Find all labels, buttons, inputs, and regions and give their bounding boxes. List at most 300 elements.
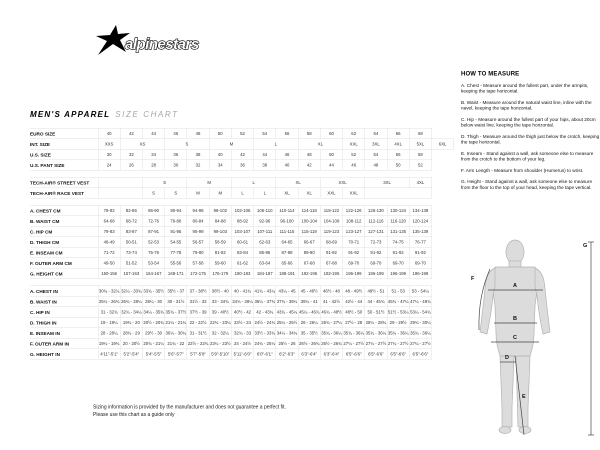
table-cell: 4XL: [409, 177, 431, 188]
table-cell: 52: [231, 128, 253, 139]
table-cell: 26½ - 26¾: [298, 338, 320, 349]
table-cell: 32¼ - 33¾: [120, 286, 142, 297]
table-cell: 29 - 29½: [387, 317, 409, 328]
table-cell: 70-71: [343, 237, 365, 248]
table-cell: 35½ - 37: [165, 286, 187, 297]
table-row: [30, 338, 454, 349]
table-cell: 180-183: [231, 268, 253, 279]
table-cell: 56-57: [187, 237, 209, 248]
table-cell: [98, 177, 142, 188]
table-cell: 38: [254, 160, 276, 171]
table-row: [30, 307, 454, 318]
table-cell: 99-103: [209, 226, 231, 237]
table-cell: 6'5"-6'6": [343, 349, 365, 360]
table-cell: 32¾ - 33: [231, 328, 253, 339]
table-cell: 72-76: [142, 216, 164, 227]
table-cell: 67-68: [320, 258, 342, 269]
table-cell: 46½ - 48: [320, 286, 342, 297]
table-cell: 44: [320, 160, 342, 171]
table-cell: 22 - 22½: [187, 317, 209, 328]
table-cell: 66-67: [298, 237, 320, 248]
table-cell: 56: [387, 149, 409, 160]
table-row: [30, 205, 454, 216]
table-cell: M: [187, 188, 209, 199]
table-cell: XL: [276, 177, 320, 188]
table-cell: 78-82: [98, 205, 120, 216]
table-cell: 48-49: [98, 237, 120, 248]
table-cell: 35 - 35½: [298, 328, 320, 339]
table-cell: 91-92: [387, 247, 409, 258]
table-cell: 26¾ - 27¼: [320, 317, 342, 328]
table-cell: 46¾ - 48½: [320, 307, 342, 318]
table-cell: 36: [165, 149, 187, 160]
table-cell: 19¼ - 19¾: [98, 338, 120, 349]
table-cell: 42: [298, 160, 320, 171]
table-cell: 57-58: [187, 258, 209, 269]
table-cell: 107-111: [254, 226, 276, 237]
table-cell: 91-92: [343, 247, 365, 258]
table-cell: 120-124: [409, 216, 431, 227]
table-cell: 74-75: [387, 237, 409, 248]
row-label: D. THIGH CM: [30, 237, 98, 248]
table-cell: 20½ - 20¾: [142, 317, 164, 328]
table-cell: XL: [276, 188, 298, 199]
table-cell: 104-108: [320, 216, 342, 227]
table-cell: 123-127: [343, 226, 365, 237]
table-cell: 32¾ - 34¼: [120, 307, 142, 318]
table-cell: 34¼ - 34¾: [276, 328, 298, 339]
row-label: TECH-AIR® STREET VEST: [30, 177, 98, 188]
table-row: [30, 317, 454, 328]
table-cell: 71-72: [98, 247, 120, 258]
table-cell: [365, 188, 432, 199]
table-cell: 60-61: [231, 237, 253, 248]
table-cell: 6'5"-6'6": [387, 349, 409, 360]
table-cell: 30¾ - 32¼: [98, 286, 120, 297]
table-cell: 69-70: [387, 258, 409, 269]
table-cell: 49½ - 51: [365, 286, 387, 297]
table-cell: 184-187: [254, 268, 276, 279]
table-cell: 44: [254, 149, 276, 160]
table-cell: 134-138: [409, 205, 431, 216]
label-waist: B: [513, 316, 517, 322]
table-cell: 82-86: [120, 205, 142, 216]
table-cell: 46: [276, 149, 298, 160]
title-secondary: SIZE CHART: [115, 110, 179, 119]
table-cell: 110-114: [276, 205, 298, 216]
table-cell: XS: [120, 139, 164, 150]
table-cell: 28 - 28¼: [98, 328, 120, 339]
table-cell: 39 - 40½: [209, 307, 231, 318]
row-label: B. WAIST CM: [30, 216, 98, 227]
row-label: TECH-AIR® RACE VEST: [30, 188, 98, 199]
table-cell: 32 - 32¼: [209, 328, 231, 339]
table-cell: S: [165, 139, 209, 150]
table-cell: 168-171: [165, 268, 187, 279]
table-cell: 52-53: [142, 237, 164, 248]
table-cell: 192-195: [298, 268, 320, 279]
table-cell: 44 - 45¾: [365, 296, 387, 307]
table-cell: 5'4"-5'5": [142, 349, 164, 360]
table-cell: 35¾ - 36¼: [365, 328, 387, 339]
table-cell: L: [231, 177, 275, 188]
table-cell: 50: [320, 149, 342, 160]
table-cell: 48: [298, 149, 320, 160]
table-cell: 91-95: [165, 226, 187, 237]
table-cell: 102-106: [231, 205, 253, 216]
table-cell: 35¾ - 36¼: [387, 328, 409, 339]
how-to-measure-panel: [461, 70, 600, 250]
table-cell: 30 - 31½: [165, 296, 187, 307]
table-row: [30, 258, 454, 269]
table-cell: 38½ - 40: [209, 286, 231, 297]
table-cell: 111-115: [276, 226, 298, 237]
table-cell: 91-92: [320, 247, 342, 258]
table-row: [30, 268, 454, 279]
table-cell: 48 - 49½: [343, 286, 365, 297]
table-cell: 58: [298, 128, 320, 139]
table-cell: M: [187, 177, 231, 188]
table-spacer-row: [30, 170, 454, 177]
table-cell: XXL: [320, 177, 364, 188]
table-cell: 6'5"-6'6": [365, 349, 387, 360]
row-label: F. OUTER ARM IN: [30, 338, 98, 349]
table-cell: 84-88: [209, 216, 231, 227]
table-cell: 62: [343, 128, 365, 139]
table-cell: 27¼ - 27½: [343, 338, 365, 349]
table-cell: 176-179: [209, 268, 231, 279]
table-cell: 33¾ - 35½: [142, 286, 164, 297]
how-to-measure-heading: HOW TO MEASURE: [461, 70, 520, 77]
table-cell: L: [254, 139, 298, 150]
table-cell: 54-55: [165, 237, 187, 248]
table-cell: 112-116: [365, 216, 387, 227]
disclaimer-line-1: Sizing information is provided by the manufacturer and does not guarantee a perfect fit.: [93, 404, 286, 410]
table-cell: 80-84: [187, 216, 209, 227]
table-cell: 192-195: [320, 268, 342, 279]
label-height: G: [583, 243, 588, 249]
table-cell: 56: [276, 128, 298, 139]
table-cell: 51-52: [120, 258, 142, 269]
table-cell: 35¾ - 36¼: [409, 328, 431, 339]
table-cell: 41 - 42½: [320, 296, 342, 307]
table-cell: 69-70: [365, 258, 387, 269]
size-table-body: [30, 128, 454, 359]
table-cell: 150-156: [98, 268, 120, 279]
table-cell: 5'9"-5'10": [209, 349, 231, 360]
table-cell: 69-70: [409, 258, 431, 269]
measure-instruction: D. Thigh - Measure around the thigh just below the crotch, keeping the tape horizontal.: [461, 133, 600, 145]
table-cell: 53 - 54¼: [409, 286, 431, 297]
table-cell: 26½ - 26¾: [320, 338, 342, 349]
measure-instruction: F. Arm Length - Measure from shoulder (Humerus) to wrist.: [461, 167, 584, 173]
table-spacer-row: [30, 198, 454, 205]
table-cell: 46: [343, 160, 365, 171]
table-cell: 27½ - 28: [343, 317, 365, 328]
table-cell: 23¼ - 23½: [209, 338, 231, 349]
row-label: U.S. SIZE: [30, 149, 98, 160]
table-cell: M: [209, 188, 231, 199]
table-cell: 40: [276, 160, 298, 171]
table-cell: XXL: [343, 139, 365, 150]
table-cell: 28¾ - 29: [120, 328, 142, 339]
table-cell: 196-199: [365, 268, 387, 279]
table-row: [30, 286, 454, 297]
row-label: A. CHEST IN: [30, 286, 98, 297]
row-label: B. WAIST IN: [30, 296, 98, 307]
table-cell: 25½ - 26: [276, 338, 298, 349]
table-cell: 45¼ - 46¾: [298, 307, 320, 318]
table-row: [30, 226, 454, 237]
table-cell: 172-175: [187, 268, 209, 279]
table-cell: 83-87: [120, 226, 142, 237]
table-cell: 43¾ - 45¼: [276, 307, 298, 318]
table-cell: 83-84: [231, 247, 253, 258]
table-cell: 79-83: [98, 226, 120, 237]
table-cell: 38: [187, 149, 209, 160]
row-label: G. HEIGHT IN: [30, 349, 98, 360]
table-cell: 32: [120, 149, 142, 160]
alpinestars-logo-graphic: [95, 24, 225, 60]
table-cell: 81-82: [209, 247, 231, 258]
table-cell: 87-88: [276, 247, 298, 258]
row-label: EURO SIZE: [30, 128, 98, 139]
table-cell: 51½ - 53¼: [387, 307, 409, 318]
table-cell: 19 - 19¼: [98, 317, 120, 328]
brand-text: alpinestars: [125, 36, 199, 53]
row-label: A. CHEST CM: [30, 205, 98, 216]
table-cell: 127-131: [365, 226, 387, 237]
table-cell: 94-98: [187, 205, 209, 216]
table-cell: 50: [387, 160, 409, 171]
table-cell: 28¼ - 30: [142, 296, 164, 307]
table-cell: 5'2"-5'4": [120, 349, 142, 360]
table-cell: 28¼ - 28¾: [365, 317, 387, 328]
table-cell: 196-199: [343, 268, 365, 279]
table-cell: 52: [409, 160, 431, 171]
table-cell: 53¼ - 54¾: [409, 307, 431, 318]
table-cell: 100-104: [298, 216, 320, 227]
table-cell: 37¾ - 39¼: [276, 296, 298, 307]
table-row: [30, 139, 454, 150]
row-label: E. INSEAM IN: [30, 328, 98, 339]
table-cell: 72-73: [365, 237, 387, 248]
table-cell: 50 - 51½: [365, 307, 387, 318]
table-cell: 35¾ - 37½: [165, 307, 187, 318]
table-cell: 33 - 34¾: [209, 296, 231, 307]
table-cell: 122-126: [343, 205, 365, 216]
table-cell: 29½ - 30: [142, 328, 164, 339]
size-table-area: [30, 128, 454, 378]
table-cell: 68-72: [120, 216, 142, 227]
table-cell: 32: [187, 160, 209, 171]
table-cell: 44: [142, 128, 164, 139]
table-cell: 27¼ - 27½: [409, 338, 431, 349]
row-label: INT. SIZE: [30, 139, 98, 150]
table-cell: S: [165, 188, 187, 199]
table-cell: 33½ - 33¾: [254, 328, 276, 339]
table-cell: 68-69: [320, 237, 342, 248]
table-cell: 28: [142, 160, 164, 171]
table-cell: 20¾ - 21¼: [142, 338, 164, 349]
table-cell: 45¾ - 47¼: [387, 296, 409, 307]
body-measurement-diagram: [458, 238, 600, 448]
table-spacer-row: [30, 279, 454, 286]
table-cell: 51 - 53: [387, 286, 409, 297]
table-cell: 196-199: [409, 268, 431, 279]
table-cell: 62-63: [254, 237, 276, 248]
row-label: F. OUTER ARM CM: [30, 258, 98, 269]
table-cell: M: [209, 139, 253, 150]
table-cell: 24 - 24½: [231, 338, 253, 349]
table-cell: 31 - 31½: [187, 328, 209, 339]
table-cell: 21¼ - 21¾: [165, 317, 187, 328]
table-cell: 45 - 46½: [298, 286, 320, 297]
label-inseam: E: [522, 394, 526, 400]
table-cell: 66: [387, 128, 409, 139]
table-cell: 47¼ - 48¾: [409, 296, 431, 307]
table-cell: 67-68: [298, 258, 320, 269]
table-cell: 26 - 26¼: [298, 317, 320, 328]
table-cell: S: [142, 188, 164, 199]
table-cell: 5'6"-5'7": [165, 349, 187, 360]
table-cell: 58: [409, 149, 431, 160]
table-cell: 42½ - 44: [343, 296, 365, 307]
table-cell: 88-92: [231, 216, 253, 227]
table-cell: XL: [298, 188, 320, 199]
table-cell: 55-56: [165, 258, 187, 269]
table-cell: 73-74: [120, 247, 142, 258]
measure-instruction: B. Waist - Measure around the natural waist line, inline with the navel, keeping the tape horizontal.: [461, 99, 592, 111]
table-cell: 95-99: [187, 226, 209, 237]
table-cell: 24: [98, 160, 120, 171]
table-cell: 135-139: [409, 226, 431, 237]
row-label: U.S. PANT SIZE: [30, 160, 98, 171]
table-cell: 6'0"-6'1": [254, 349, 276, 360]
table-cell: 5'7"-5'8": [187, 349, 209, 360]
table-cell: 34: [209, 160, 231, 171]
table-cell: 29¾ - 30¼: [409, 317, 431, 328]
table-cell: 48½ - 50: [343, 307, 365, 318]
table-cell: 42: [120, 128, 142, 139]
table-cell: 103-107: [231, 226, 253, 237]
table-row: [30, 349, 454, 360]
table-cell: 48: [187, 128, 209, 139]
table-cell: 75-76: [142, 247, 164, 258]
table-cell: 42 - 43¾: [254, 307, 276, 318]
table-cell: 34: [142, 149, 164, 160]
table-cell: 196-199: [387, 268, 409, 279]
table-cell: 114-118: [298, 205, 320, 216]
table-row: [30, 237, 454, 248]
measure-instruction: G. Height - Stand against a wall, ask someone else to measure from the floor to the top of your head, keeping the tape vertical.: [461, 178, 593, 190]
table-cell: 188-191: [276, 268, 298, 279]
table-cell: 26: [120, 160, 142, 171]
table-cell: 60: [320, 128, 342, 139]
table-cell: 5XL: [409, 139, 431, 150]
table-cell: 63-64: [254, 258, 276, 269]
table-cell: 6'3"-6'4": [320, 349, 342, 360]
table-cell: 22½ - 22¾: [187, 338, 209, 349]
table-cell: 30: [98, 149, 120, 160]
table-cell: 68: [409, 128, 431, 139]
table-cell: 48: [365, 160, 387, 171]
table-cell: 77-78: [165, 247, 187, 258]
table-cell: 131-135: [387, 226, 409, 237]
table-cell: 23½ - 24: [231, 317, 253, 328]
table-cell: 76-77: [409, 237, 431, 248]
measure-instruction: C. Hip - Measure around the fullest part of your hips, about 20cm below waist line, keeping the tape horizontal.: [461, 116, 596, 128]
row-label: C. HIP CM: [30, 226, 98, 237]
table-cell: 116-120: [387, 216, 409, 227]
table-cell: 164-167: [142, 268, 164, 279]
table-cell: 79-80: [187, 247, 209, 258]
table-cell: 41¾ - 43¼: [254, 286, 276, 297]
row-label: G. HEIGHT CM: [30, 268, 98, 279]
table-cell: 89-90: [298, 247, 320, 258]
table-cell: 36¼ - 37¾: [254, 296, 276, 307]
table-cell: 108-112: [343, 216, 365, 227]
table-cell: 4XL: [387, 139, 409, 150]
table-cell: 24¾ - 25¼: [254, 338, 276, 349]
measure-instruction: A. Chest - Measure around the fullest part, under the armpits, keeping the tape horizontal.: [461, 82, 589, 94]
table-cell: 46: [165, 128, 187, 139]
row-label: D. THIGH IN: [30, 317, 98, 328]
table-cell: 31 - 32¾: [98, 307, 120, 318]
table-cell: 36: [231, 160, 253, 171]
table-cell: 126-130: [365, 205, 387, 216]
table-row: [30, 177, 454, 188]
sizing-disclaimer: [93, 404, 433, 428]
table-cell: XXL: [343, 188, 365, 199]
table-cell: 39¼ - 41: [298, 296, 320, 307]
table-cell: S: [142, 177, 186, 188]
table-row: [30, 128, 454, 139]
table-cell: 26¾ - 28¼: [120, 296, 142, 307]
table-cell: 106-110: [254, 205, 276, 216]
table-cell: XXS: [98, 139, 120, 150]
table-cell: 6XL: [432, 139, 454, 150]
table-cell: 50-51: [120, 237, 142, 248]
table-row: [30, 216, 454, 227]
table-cell: 35¾ - 36¼: [320, 328, 342, 339]
table-cell: 119-123: [320, 226, 342, 237]
table-cell: 85-86: [254, 247, 276, 258]
label-arm: F: [471, 276, 475, 282]
table-row: [30, 188, 454, 199]
label-chest: A: [513, 283, 517, 289]
table-cell: 96-100: [276, 216, 298, 227]
table-cell: 52: [343, 149, 365, 160]
table-cell: 90-94: [165, 205, 187, 216]
table-cell: 35¾ - 36¼: [343, 328, 365, 339]
table-cell: 92-96: [254, 216, 276, 227]
title-primary: MEN'S APPAREL: [30, 110, 111, 119]
table-cell: 6'5"-6'6": [409, 349, 431, 360]
table-cell: 30: [165, 160, 187, 171]
table-cell: 27¼ - 27½: [387, 338, 409, 349]
table-cell: 30¼ - 30¾: [165, 328, 187, 339]
measure-instruction: E. Inseam - Stand against a wall, ask someone else to measure from the crotch to the bottom of your leg.: [461, 150, 594, 162]
table-cell: [98, 188, 142, 199]
table-cell: 40: [209, 149, 231, 160]
table-cell: 115-119: [298, 226, 320, 237]
table-cell: 20 - 20½: [120, 338, 142, 349]
table-cell: XL: [298, 139, 342, 150]
table-cell: 40: [98, 128, 120, 139]
table-cell: 65-66: [276, 258, 298, 269]
table-cell: 40½ - 42: [231, 307, 253, 318]
